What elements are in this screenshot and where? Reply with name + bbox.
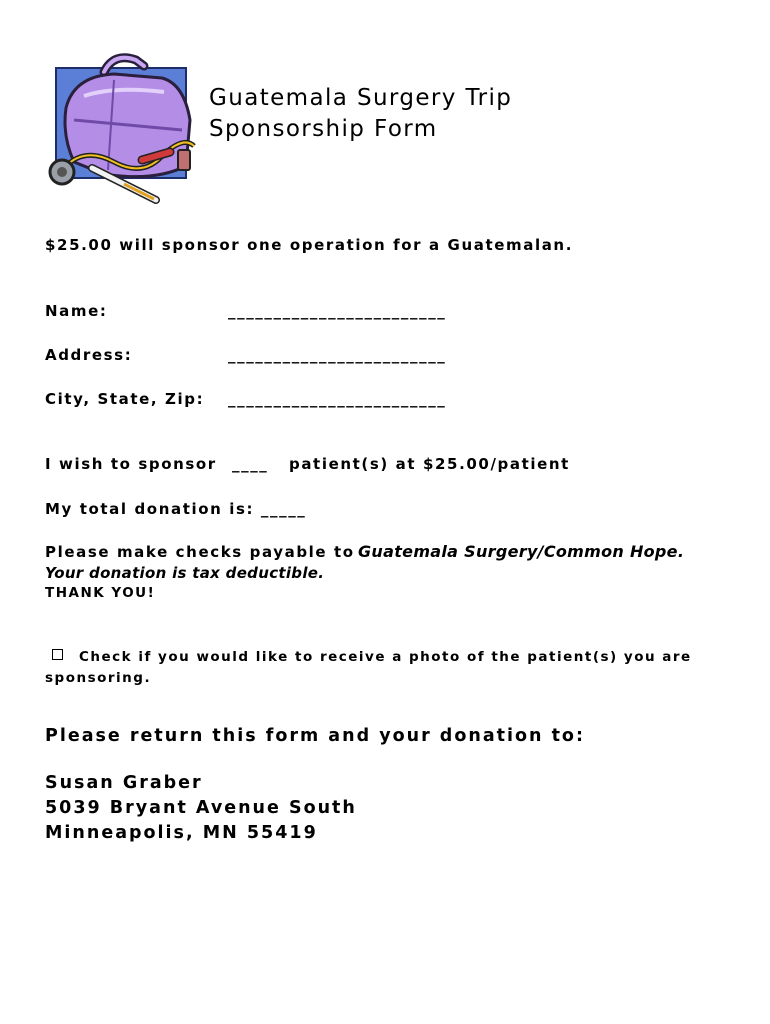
sponsor-prefix: I wish to sponsor: [45, 455, 217, 473]
address-label: Address:: [45, 346, 133, 364]
address-blank[interactable]: ________________________: [228, 346, 447, 364]
medical-bag-icon: [44, 50, 204, 206]
name-blank[interactable]: ________________________: [228, 302, 447, 320]
tax-deductible-note: Your donation is tax deductible.: [45, 564, 325, 582]
form-title-line1: Guatemala Surgery Trip: [209, 85, 513, 111]
total-donation-line: My total donation is: _____: [45, 500, 307, 518]
return-name: Susan Graber: [45, 773, 203, 793]
checkbox-icon[interactable]: [52, 649, 63, 660]
name-label: Name:: [45, 302, 108, 320]
city-state-zip-label: City, State, Zip:: [45, 390, 205, 408]
return-city: Minneapolis, MN 55419: [45, 823, 318, 843]
city-state-zip-blank[interactable]: ________________________: [228, 390, 447, 408]
photo-option-line2: sponsoring.: [45, 670, 152, 686]
return-heading: Please return this form and your donation to:: [45, 726, 585, 746]
sponsor-count-blank[interactable]: ____: [232, 455, 269, 473]
return-street: 5039 Bryant Avenue South: [45, 798, 357, 818]
checks-payee: Guatemala Surgery/Common Hope.: [358, 542, 685, 561]
form-title-line2: Sponsorship Form: [209, 116, 438, 142]
photo-option-line1: Check if you would like to receive a photo of the patient(s) you are: [79, 649, 692, 665]
checks-payable-prefix: Please make checks payable to: [45, 543, 355, 561]
sponsor-suffix: patient(s) at $25.00/patient: [289, 455, 570, 473]
intro-text: $25.00 will sponsor one operation for a Guatemalan.: [45, 236, 573, 254]
thank-you-text: THANK YOU!: [45, 585, 156, 601]
